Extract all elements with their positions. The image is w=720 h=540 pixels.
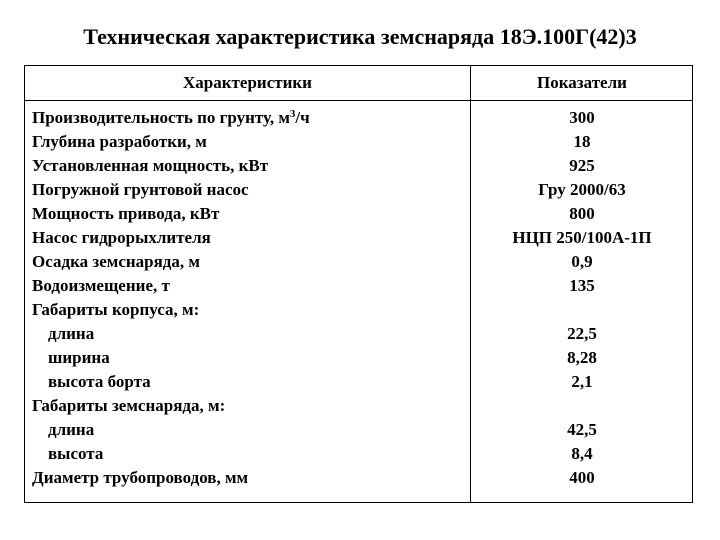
row-value: 135 [569,276,595,295]
row-label: Насос гидрорыхлителя [32,228,211,247]
header-divider [25,100,692,101]
row-value: 8,28 [567,348,597,367]
row-value [471,394,693,418]
row-value: 8,4 [571,444,593,463]
row-label: Водоизмещение, т [32,276,170,295]
row-value [471,298,693,322]
value-column [471,106,693,490]
row-label: Мощность привода, кВт [32,204,220,223]
page-title: Техническая характеристика земснаряда 18Э.100Г(42)3 [83,24,637,49]
row-label: высота [48,444,104,463]
spec-table [24,65,693,503]
row-label: длина [48,324,95,343]
row-value: 800 [569,204,595,223]
row-value: 0,9 [571,252,593,271]
row-label: длина [48,420,95,439]
row-label: Диаметр трубопроводов, мм [32,468,249,487]
row-label: ширина [48,348,110,367]
row-label: Габариты корпуса, м: [32,300,200,319]
row-value: 2,1 [571,372,593,391]
row-value: 925 [569,156,595,175]
row-label: Установленная мощность, кВт [32,156,269,175]
characteristic-column [32,106,468,490]
row-value: НЦП 250/100А-1П [512,228,652,247]
row-label: Габариты земснаряда, м: [32,396,226,415]
row-value: 22,5 [567,324,597,343]
row-label: высота борта [48,372,151,391]
row-value: Гру 2000/63 [538,180,626,199]
row-label: Глубина разработки, м [32,132,207,151]
header-value: Показатели [537,73,627,92]
row-value: 42,5 [567,420,597,439]
row-value: 300 [569,108,595,127]
row-value: 400 [569,468,595,487]
row-label: Производительность по грунту, $м^3/ч$ [32,108,310,127]
row-label: Погружной грунтовой насос [32,180,249,199]
header-characteristic: Характеристики [183,73,312,92]
row-value: 18 [573,132,591,151]
row-label: Осадка земснаряда, м [32,252,200,271]
